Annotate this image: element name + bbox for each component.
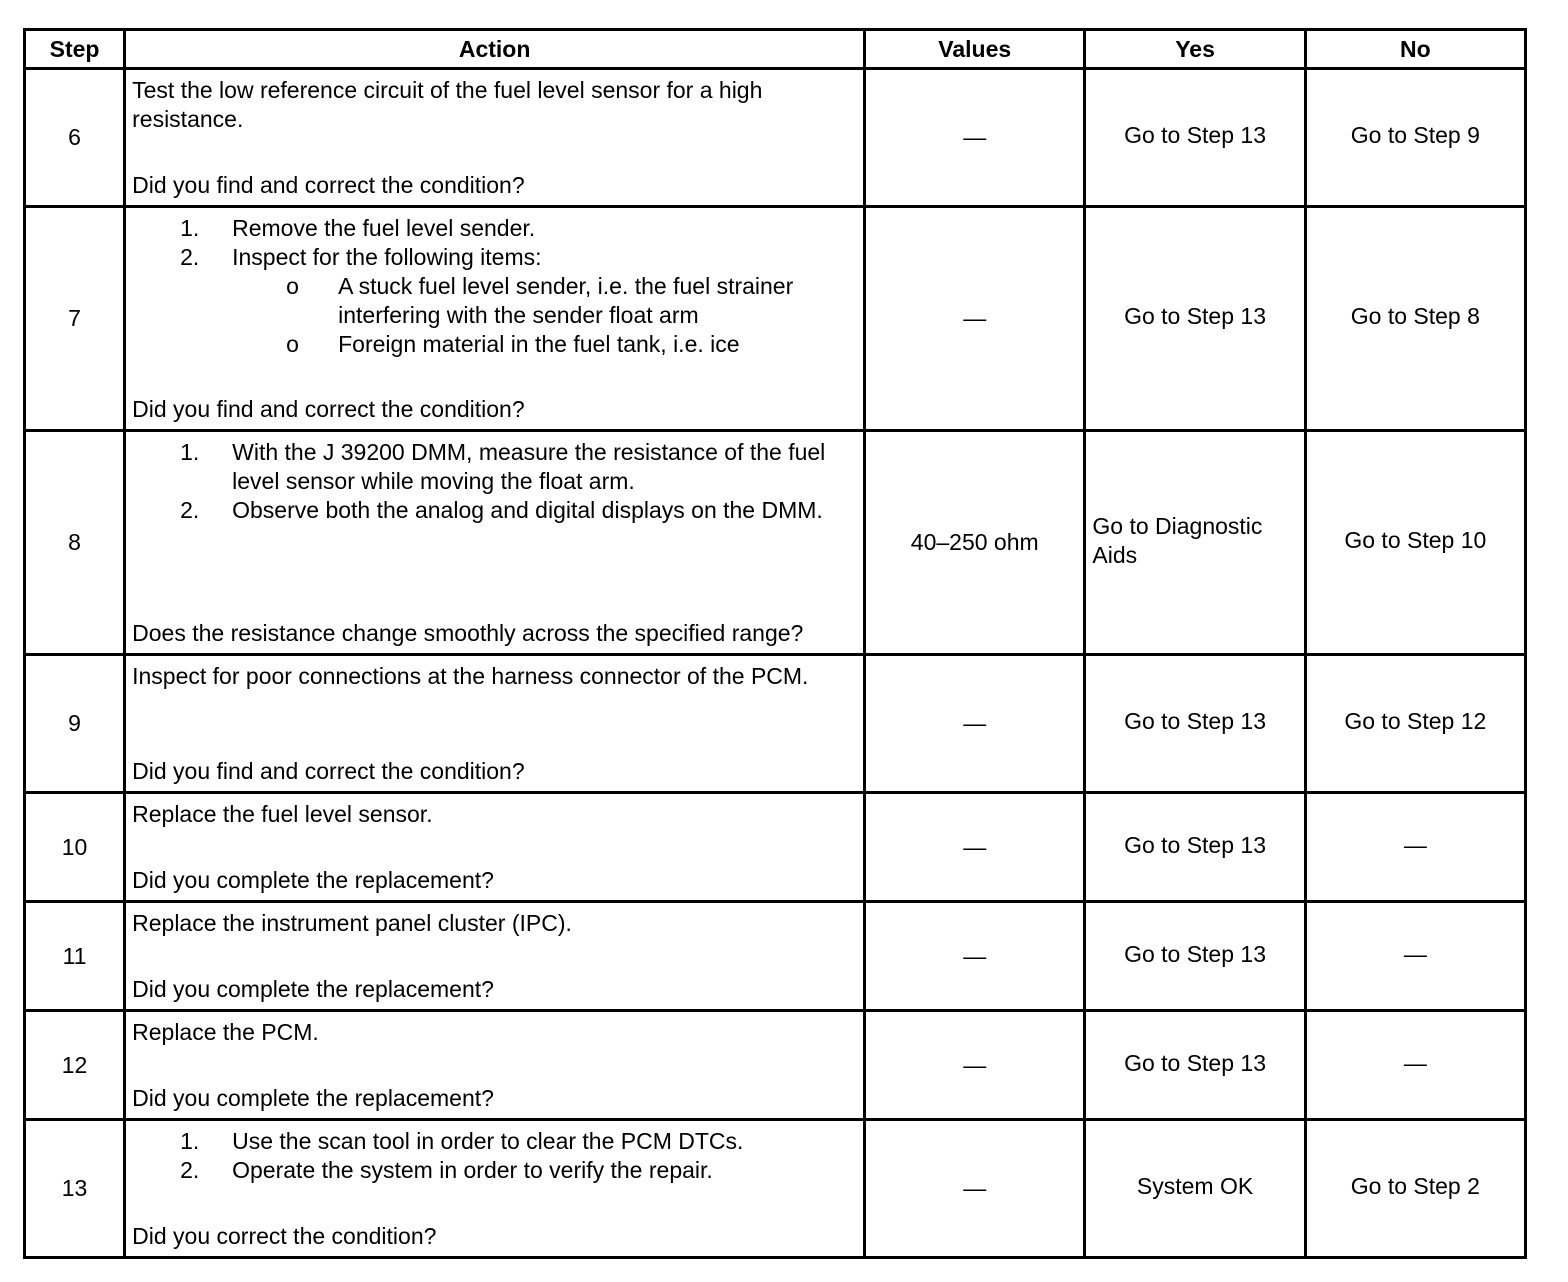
list-number: 2.	[180, 1156, 200, 1183]
list-text: With the J 39200 DMM, measure the resistance of the fuel level sensor while moving the float arm.	[232, 438, 826, 494]
list-number: 1.	[180, 1127, 200, 1154]
no-text: —	[1403, 831, 1427, 858]
no-text: Go to Step 2	[1350, 1173, 1480, 1199]
list-text: Observe both the analog and digital displays on the DMM.	[232, 496, 823, 523]
table-row	[25, 1011, 1526, 1120]
no-text: Go to Step 9	[1350, 122, 1480, 148]
action-question: Did you complete the replacement?	[132, 1084, 494, 1111]
action-cell	[125, 1120, 865, 1258]
list-text: Remove the fuel level sender.	[232, 214, 536, 241]
list-number: 2.	[180, 496, 200, 523]
yes-cell	[1085, 1011, 1305, 1120]
list-number: 1.	[180, 438, 200, 465]
header-row	[25, 30, 1526, 69]
yes-cell	[1085, 1120, 1305, 1258]
table-row	[25, 431, 1526, 655]
table-row	[25, 902, 1526, 1011]
table-row	[25, 69, 1526, 207]
yes-text: Go to Step 13	[1124, 1049, 1266, 1076]
yes-cell	[1085, 431, 1305, 655]
action-steps-list	[132, 214, 857, 272]
table-row	[25, 207, 1526, 431]
no-cell	[1305, 902, 1525, 1011]
value-cell: —	[865, 655, 1085, 793]
list-item	[132, 438, 857, 496]
action-text: Inspect for poor connections at the harness connector of the PCM.	[132, 662, 809, 689]
yes-text: Go to Diagnostic Aids	[1092, 512, 1263, 568]
action-cell	[125, 207, 865, 431]
no-cell	[1305, 655, 1525, 793]
list-number: 2.	[180, 243, 200, 270]
bullet-icon: o	[286, 272, 299, 299]
no-text: Go to Step 10	[1344, 527, 1487, 553]
step-number: 11	[25, 902, 125, 1011]
list-item	[132, 1156, 857, 1185]
yes-text: Go to Step 13	[1124, 831, 1266, 858]
value-cell: 40–250 ohm	[865, 431, 1085, 655]
table-row	[25, 1120, 1526, 1258]
no-cell	[1305, 207, 1525, 431]
action-text: Replace the PCM.	[132, 1018, 319, 1045]
action-steps-list	[132, 1127, 857, 1185]
yes-text: Go to Step 13	[1124, 303, 1266, 329]
header-values: Values	[865, 30, 1085, 69]
yes-cell	[1085, 902, 1305, 1011]
no-cell	[1305, 1011, 1525, 1120]
yes-cell	[1085, 793, 1305, 902]
action-question: Does the resistance change smoothly across the specified range?	[132, 619, 804, 646]
no-text: —	[1403, 940, 1427, 967]
list-item	[132, 1127, 857, 1156]
table-row	[25, 655, 1526, 793]
value-cell: —	[865, 793, 1085, 902]
action-cell	[125, 1011, 865, 1120]
yes-text: Go to Step 13	[1124, 122, 1266, 148]
yes-cell	[1085, 69, 1305, 207]
sub-list-text: Foreign material in the fuel tank, i.e. ice	[338, 330, 740, 357]
yes-text: System OK	[1136, 1173, 1254, 1199]
sub-list	[132, 272, 857, 359]
step-number: 7	[25, 207, 125, 431]
value-cell: —	[865, 69, 1085, 207]
header-no: No	[1305, 30, 1525, 69]
value-cell: —	[865, 1120, 1085, 1258]
list-item	[132, 243, 857, 272]
step-number: 10	[25, 793, 125, 902]
action-cell	[125, 655, 865, 793]
header-yes: Yes	[1085, 30, 1305, 69]
action-cell	[125, 69, 865, 207]
step-number: 6	[25, 69, 125, 207]
yes-cell	[1085, 207, 1305, 431]
header-step: Step	[25, 30, 125, 69]
yes-cell	[1085, 655, 1305, 793]
table-row	[25, 793, 1526, 902]
no-cell	[1305, 793, 1525, 902]
bullet-icon: o	[286, 330, 299, 357]
action-text: Replace the instrument panel cluster (IPC).	[132, 909, 572, 936]
action-question: Did you complete the replacement?	[132, 975, 494, 1002]
action-text: Test the low reference circuit of the fuel level sensor for a high resistance.	[132, 76, 763, 132]
step-number: 9	[25, 655, 125, 793]
action-cell	[125, 793, 865, 902]
step-number: 8	[25, 431, 125, 655]
list-item	[132, 214, 857, 243]
header-action: Action	[125, 30, 865, 69]
sub-list-item	[238, 330, 857, 359]
action-text: Replace the fuel level sensor.	[132, 800, 433, 827]
no-text: —	[1403, 1049, 1427, 1076]
list-text: Use the scan tool in order to clear the PCM DTCs.	[232, 1127, 744, 1154]
list-number: 1.	[180, 214, 200, 241]
list-text: Operate the system in order to verify the repair.	[232, 1156, 713, 1183]
diagnostic-table	[23, 28, 1527, 1259]
value-cell: —	[865, 207, 1085, 431]
no-cell	[1305, 1120, 1525, 1258]
list-item	[132, 496, 857, 525]
step-number: 13	[25, 1120, 125, 1258]
action-question: Did you find and correct the condition?	[132, 171, 525, 198]
no-text: Go to Step 8	[1350, 303, 1480, 329]
sub-list-text: A stuck fuel level sender, i.e. the fuel strainer interfering with the sender float arm	[338, 272, 794, 328]
action-cell	[125, 431, 865, 655]
value-cell: —	[865, 902, 1085, 1011]
no-text: Go to Step 12	[1344, 708, 1487, 734]
action-question: Did you find and correct the condition?	[132, 395, 525, 422]
list-text: Inspect for the following items:	[232, 243, 542, 270]
action-question: Did you complete the replacement?	[132, 866, 494, 893]
yes-text: Go to Step 13	[1124, 940, 1266, 967]
action-question: Did you correct the condition?	[132, 1222, 437, 1249]
action-question: Did you find and correct the condition?	[132, 757, 525, 784]
yes-text: Go to Step 13	[1124, 708, 1266, 734]
value-cell: —	[865, 1011, 1085, 1120]
no-cell	[1305, 69, 1525, 207]
action-steps-list	[132, 438, 857, 525]
no-cell	[1305, 431, 1525, 655]
step-number: 12	[25, 1011, 125, 1120]
sub-list-item	[238, 272, 857, 330]
action-cell	[125, 902, 865, 1011]
